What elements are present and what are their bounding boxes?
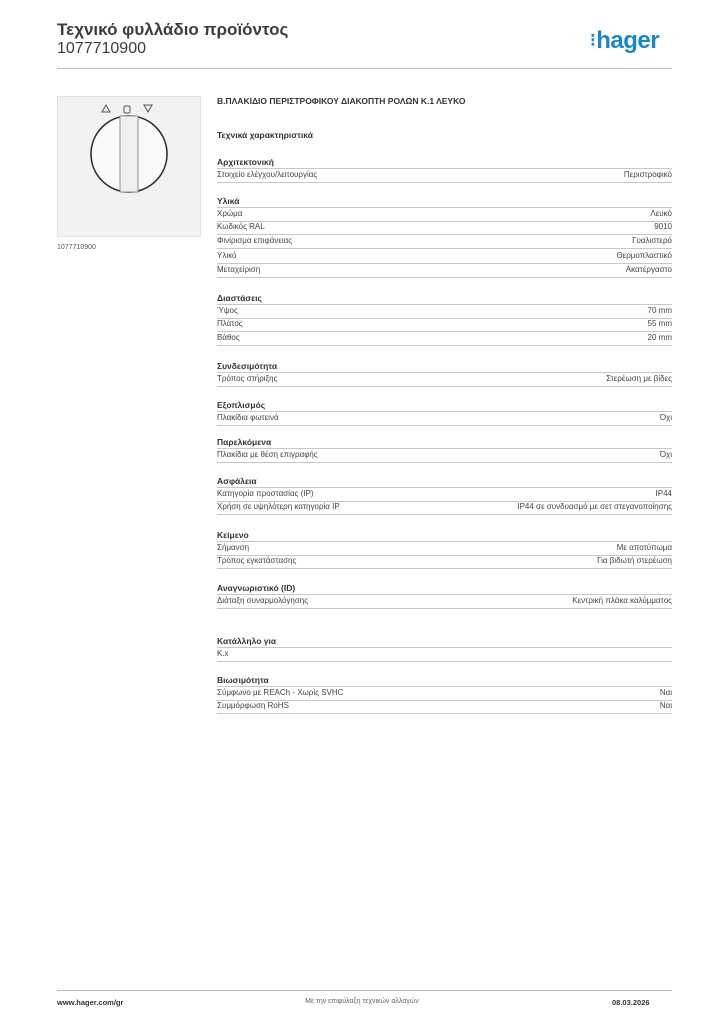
spec-row: [217, 250, 672, 264]
spec-row: [217, 235, 672, 249]
spec-value: Ναι: [659, 701, 672, 711]
spec-label: Χρώμα: [217, 209, 243, 218]
spec-row: [217, 264, 672, 278]
spec-label: Συμμόρφωση RoHS: [217, 701, 289, 711]
spec-row: [217, 501, 672, 515]
knob-grip: [120, 116, 138, 192]
spec-row: [217, 448, 672, 463]
spec-row: [217, 207, 672, 222]
spec-value: Ναι: [659, 688, 672, 697]
spec-label: Σύμφωνο με REACh - Χωρίς SVHC: [217, 688, 344, 697]
spec-value: Κεντρική πλάκα καλύμματος: [572, 596, 672, 605]
spec-value: Περιστροφικό: [623, 170, 672, 179]
spec-row: [217, 700, 672, 714]
spec-label: Στοιχείο ελέγχου/λειτουργίας: [217, 170, 318, 179]
spec-label: Χρήση σε υψηλότερη κατηγορία IP: [217, 502, 340, 512]
section-title: Κείμενο: [217, 530, 249, 540]
spec-label: Τρόπος στήριξης: [217, 374, 278, 383]
section-title: Κατάλληλο για: [217, 636, 277, 646]
spec-value: 9010: [654, 222, 672, 232]
spec-label: Σήμανση: [217, 543, 250, 552]
product-title: Β.ΠΛΑΚΙΔΙΟ ΠΕΡΙΣΤΡΟΦΙΚΟΥ ΔΙΑΚΟΠΤΗ ΡΟΛΩΝ Κ.1 ΛΕΥΚΟ: [217, 96, 466, 106]
section-title: Συνδεσιμότητα: [217, 361, 278, 371]
hager-logo: ⁝hager: [590, 27, 660, 54]
spec-label: Πλακίδια με θέση επιγραφής: [217, 450, 318, 459]
spec-value: Όχι: [659, 413, 672, 422]
spec-row: [217, 541, 672, 556]
spec-row: [217, 221, 672, 235]
spec-row: [217, 168, 672, 183]
logo-text: hager: [596, 27, 660, 54]
spec-row: [217, 318, 672, 332]
product-image: [57, 96, 201, 237]
spec-value: Για βιδωτή στερέωση: [597, 556, 672, 566]
spec-label: Πλάτος: [217, 319, 243, 329]
footer-divider: [57, 990, 672, 991]
footer-website: www.hager.com/gr: [57, 998, 124, 1007]
section-title: Υλικά: [217, 196, 240, 206]
spec-label: Διάταξη συναρμολόγησης: [217, 596, 309, 605]
spec-value: Γυαλιστερό: [632, 236, 672, 246]
spec-label: Πλακίδια φωτεινά: [217, 413, 279, 422]
section-title: Ασφάλεια: [217, 476, 257, 486]
section-title: Αρχιτεκτονική: [217, 157, 274, 167]
spec-row: [217, 555, 672, 569]
footer-date: 08.03.2026: [612, 998, 650, 1007]
footer-disclaimer: Με την επιφύλαξη τεχνικών αλλαγών: [305, 998, 419, 1005]
spec-value: Όχι: [659, 450, 672, 459]
spec-value: 20 mm: [647, 333, 672, 343]
section-title: Παρελκόμενα: [217, 437, 272, 447]
spec-label: Φινίρισμα επιφάνειας: [217, 236, 293, 246]
technical-characteristics-heading: Τεχνικά χαρακτηριστικά: [217, 130, 313, 140]
spec-row: [217, 594, 672, 609]
spec-value: Ακατέργαστο: [625, 264, 672, 274]
spec-label: Ύψος: [217, 306, 238, 315]
spec-row: [217, 487, 672, 502]
spec-label: Υλικό: [217, 250, 237, 260]
spec-row: [217, 372, 672, 387]
spec-row: [217, 411, 672, 426]
spec-value: Με αποτύπωμα: [616, 543, 672, 552]
document-title: Τεχνικό φυλλάδιο προϊόντος: [57, 20, 289, 39]
rotary-switch-illustration: [58, 97, 200, 236]
spec-row: [217, 686, 672, 701]
spec-value: Λευκό: [650, 209, 672, 218]
spec-label: Κατηγορία προστασίας (IP): [217, 489, 314, 498]
section-title: Εξοπλισμός: [217, 400, 266, 410]
spec-label: Κωδικός RAL: [217, 222, 265, 232]
spec-value: IP44 σε συνδυασμό με σετ στεγανοποίησης: [517, 502, 672, 512]
spec-label: Τρόπος εγκατάστασης: [217, 556, 297, 566]
product-code: 1077710900: [57, 40, 146, 57]
header-divider: [57, 68, 672, 69]
spec-label: Βάθος: [217, 333, 240, 343]
spec-value: 55 mm: [647, 319, 672, 329]
section-title: Αναγνωριστικό (ID): [217, 583, 296, 593]
spec-value: Θερμοπλαστικό: [616, 250, 672, 260]
spec-row: [217, 304, 672, 319]
spec-value: IP44: [655, 489, 672, 498]
spec-value: Στερέωση με βίδες: [606, 374, 672, 383]
spec-row: [217, 647, 672, 662]
spec-label: Μεταχείριση: [217, 264, 261, 274]
section-title: Διαστάσεις: [217, 293, 262, 303]
spec-label: Κ.x: [217, 649, 229, 658]
image-caption: 1077710900: [57, 244, 96, 251]
spec-row: [217, 332, 672, 346]
spec-value: 70 mm: [647, 306, 672, 315]
section-title: Βιωσιμότητα: [217, 675, 269, 685]
